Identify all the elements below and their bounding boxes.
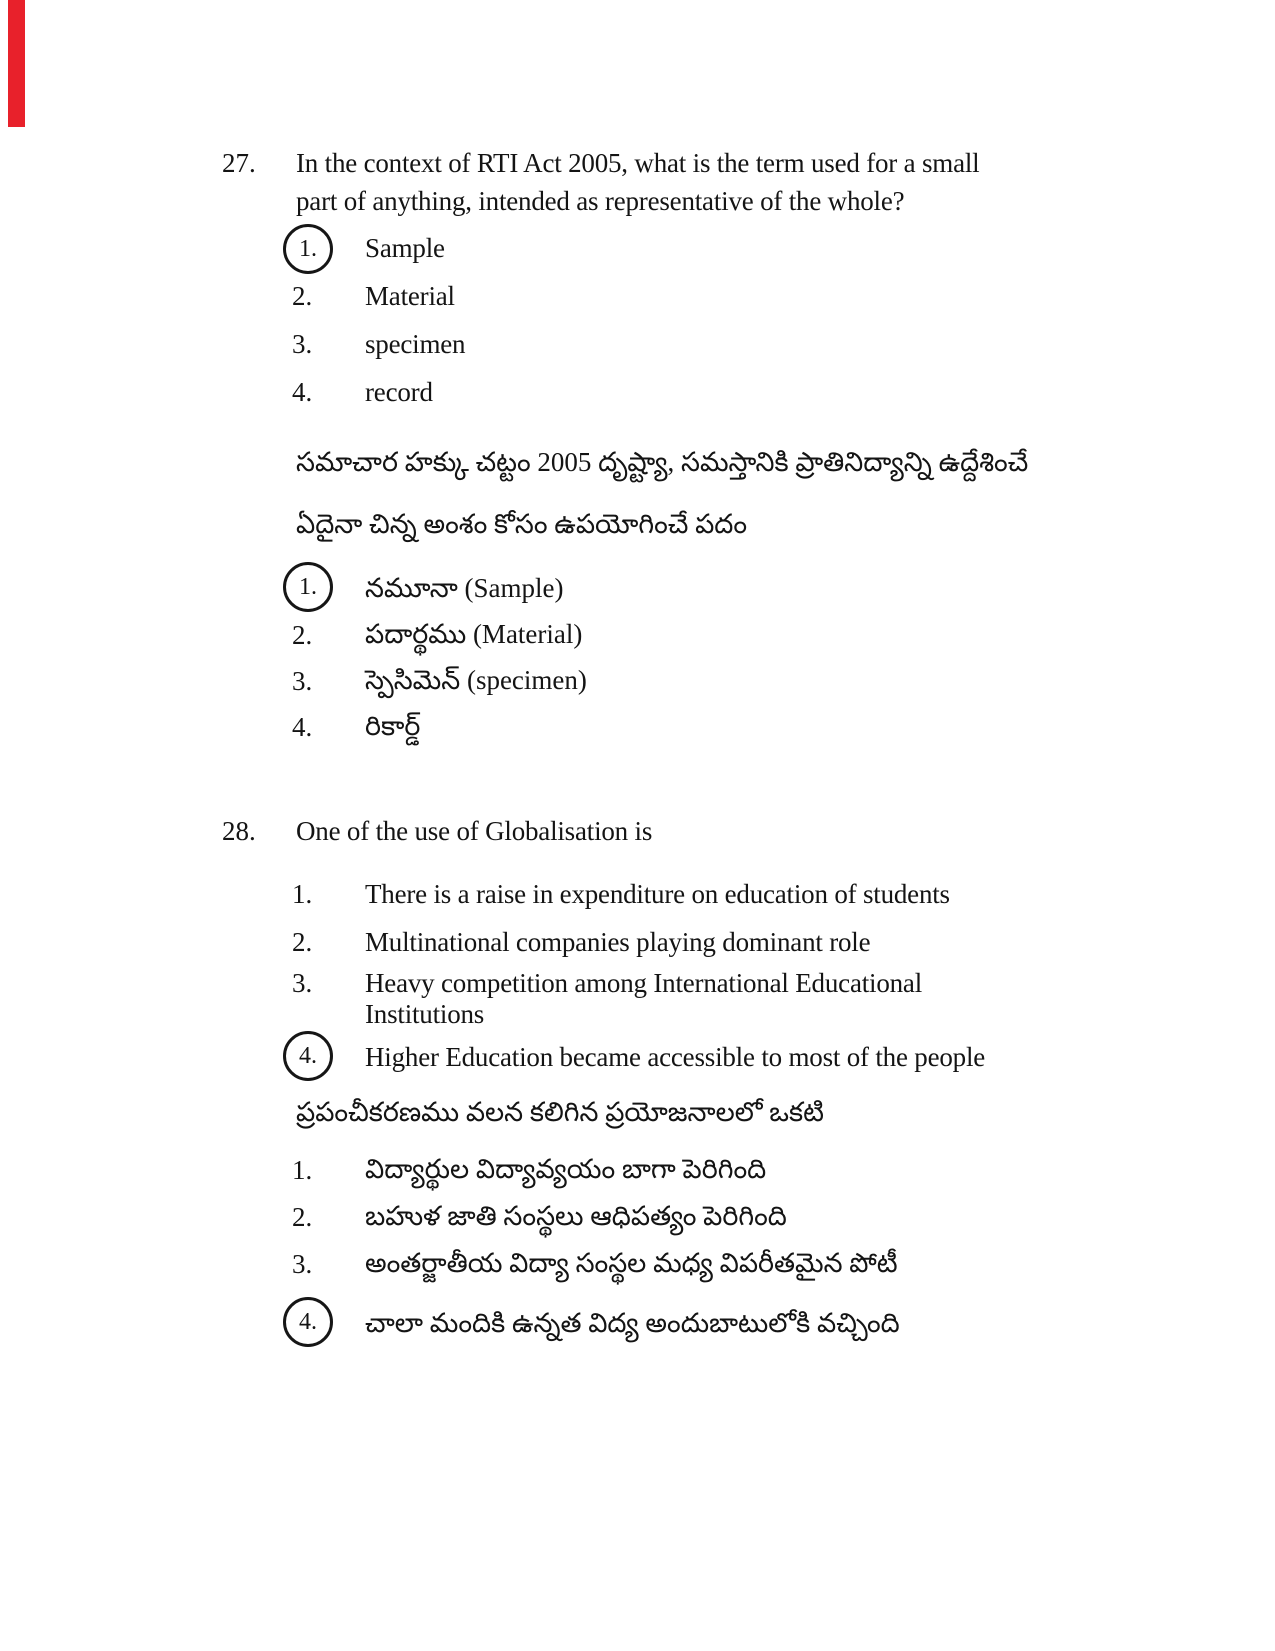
q28-en-option-2-label: Multinational companies playing dominant role xyxy=(365,927,871,957)
q28-te-option-1-number: 1. xyxy=(292,1155,313,1185)
q27-te-option-1-circle-number: 1. xyxy=(299,574,317,600)
q27-te-option-2-label: పదార్థము (Material) xyxy=(365,619,583,649)
q28-te-option-3-number: 3. xyxy=(292,1249,313,1279)
q28-en-option-1-label: There is a raise in expenditure on education of students xyxy=(365,879,950,909)
q28-en-option-2-number: 2. xyxy=(292,927,313,957)
q28-en-option-3-label: Heavy competition among International Educational xyxy=(365,968,923,998)
q28-te-option-3-label: అంతర్జాతీయ విద్యా సంస్థల మధ్య విపరీతమైన పోటీ xyxy=(365,1248,898,1278)
question-27-telugu-line-2: ఏదైనా చిన్న అంశం కోసం ఉపయోగించే పదం xyxy=(296,509,748,539)
q27-en-option-2-label: Material xyxy=(365,281,455,311)
q27-en-option-4-number: 4. xyxy=(292,377,313,407)
q28-en-option-3-label-line2: Institutions xyxy=(365,999,485,1029)
q28-te-option-4-circle-number: 4. xyxy=(299,1309,317,1335)
question-28-line-1: One of the use of Globalisation is xyxy=(296,816,653,846)
q27-en-option-3-number: 3. xyxy=(292,329,313,359)
q27-te-option-4-label: రికార్డ్ xyxy=(365,711,421,741)
question-27-line-2: part of anything, intended as representative of the whole? xyxy=(296,186,905,216)
q28-en-option-1-number: 1. xyxy=(292,879,313,909)
q28-te-option-1-label: విద్యార్థుల విద్యావ్యయం బాగా పెరిగింది xyxy=(365,1154,767,1184)
q27-te-option-1-label: నమూనా (Sample) xyxy=(365,573,564,603)
q27-te-option-2-number: 2. xyxy=(292,620,313,650)
q28-te-option-2-label: బహుళ జాతి సంస్థలు ఆధిపత్యం పెరిగింది xyxy=(365,1201,787,1231)
q27-en-option-1-label: Sample xyxy=(365,233,445,263)
question-27-number: 27. xyxy=(222,148,256,178)
q28-en-option-4-label: Higher Education became accessible to most of the people xyxy=(365,1042,986,1072)
q28-en-option-4-circle-number: 4. xyxy=(299,1043,317,1069)
q28-te-option-2-number: 2. xyxy=(292,1202,313,1232)
q27-te-option-1-circle xyxy=(283,562,333,612)
q27-en-option-1-circle-number: 1. xyxy=(299,236,317,262)
q27-te-option-3-label: స్పెసిమెన్ (specimen) xyxy=(365,665,587,695)
question-28-telugu-line-1: ప్రపంచీకరణము వలన కలిగిన ప్రయోజనాలలో ఒకటి xyxy=(296,1097,824,1127)
q28-te-option-4-label: చాలా మందికి ఉన్నత విద్య అందుబాటులోకి వచ్చింది xyxy=(365,1308,900,1338)
q27-te-option-3-number: 3. xyxy=(292,666,313,696)
q28-en-option-4-circle xyxy=(283,1031,333,1081)
q27-en-option-3-label: specimen xyxy=(365,329,466,359)
q28-en-option-3-number: 3. xyxy=(292,968,313,998)
q27-en-option-2-number: 2. xyxy=(292,281,313,311)
question-27-telugu-line-1: సమాచార హక్కు చట్టం 2005 దృష్ట్యా, సమస్తానికి ప్రాతినిద్యాన్ని ఉద్దేశించే xyxy=(296,447,1029,477)
red-edge-ribbon xyxy=(8,0,25,127)
q27-en-option-4-label: record xyxy=(365,377,433,407)
question-28-number: 28. xyxy=(222,816,256,846)
q27-te-option-4-number: 4. xyxy=(292,712,313,742)
question-27-line-1: In the context of RTI Act 2005, what is the term used for a small xyxy=(296,148,980,178)
q28-te-option-4-circle xyxy=(283,1297,333,1347)
q27-en-option-1-circle xyxy=(283,224,333,274)
